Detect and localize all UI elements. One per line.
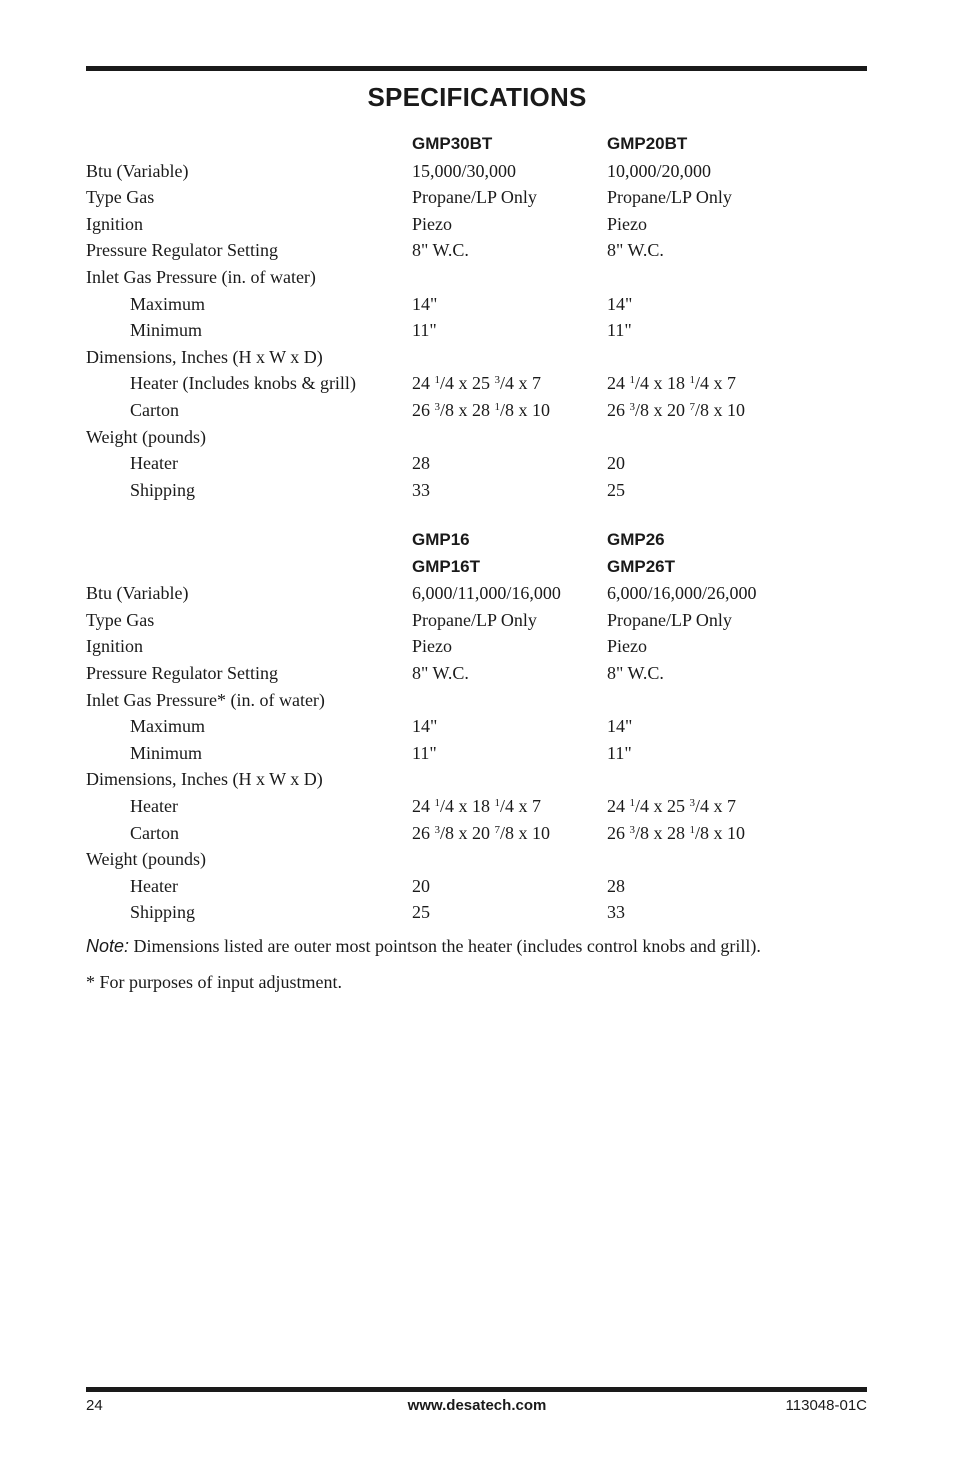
spec-value: Piezo	[412, 636, 452, 657]
spec-row	[86, 633, 867, 660]
model-header-row	[86, 554, 867, 581]
spec-row	[86, 344, 867, 371]
spec-row	[86, 820, 867, 847]
spec-row	[86, 184, 867, 211]
spec-value: 11"	[607, 742, 632, 763]
spec-row	[86, 370, 867, 397]
spec-row	[86, 766, 867, 793]
spec-value: 24 $^1$/4 x 18 $^1$/4 x 7	[607, 373, 737, 394]
model-name: GMP26	[607, 530, 665, 549]
spec-row	[86, 899, 867, 926]
spec-label: Weight (pounds)	[86, 426, 207, 447]
spec-value: 14"	[607, 716, 633, 737]
spec-label: Maximum	[130, 293, 205, 314]
spec-label: Heater	[130, 795, 178, 816]
top-rule	[86, 66, 867, 71]
spec-label: Heater	[130, 875, 178, 896]
spec-row	[86, 450, 867, 477]
spec-row	[86, 580, 867, 607]
spec-label: Pressure Regulator Setting	[86, 240, 278, 261]
spec-value: Piezo	[607, 213, 647, 234]
document-code: 113048-01C	[785, 1397, 867, 1414]
spec-label: Type Gas	[86, 187, 155, 208]
spec-value: 28	[607, 875, 625, 896]
spec-label: Minimum	[130, 742, 203, 763]
spec-value: 20	[412, 875, 430, 896]
spec-label: Shipping	[130, 902, 196, 923]
note-text: Dimensions listed are outer most pointson the heater (includes control knobs and grill).	[129, 936, 761, 956]
spec-value: 11"	[412, 742, 437, 763]
spec-label: Dimensions, Inches (H x W x D)	[86, 346, 323, 367]
spec-label: Inlet Gas Pressure (in. of water)	[86, 266, 316, 287]
model-header-row	[86, 527, 867, 554]
spec-label: Minimum	[130, 320, 203, 341]
spec-row	[86, 713, 867, 740]
spec-label: Carton	[130, 399, 179, 420]
spec-row	[86, 264, 867, 291]
model-name: GMP20BT	[607, 134, 688, 153]
page-number: 24	[86, 1397, 103, 1414]
spec-row	[86, 793, 867, 820]
spec-value: 14"	[412, 293, 438, 314]
note-label: Note:	[86, 936, 130, 956]
bottom-rule	[86, 1387, 867, 1392]
page-title: SPECIFICATIONS	[367, 82, 587, 112]
model-name: GMP16T	[412, 556, 481, 576]
spec-value: 8" W.C.	[607, 240, 664, 261]
spec-label: Dimensions, Inches (H x W x D)	[86, 769, 323, 790]
spec-row	[86, 158, 867, 185]
spec-row	[86, 477, 867, 504]
spec-label: Btu (Variable)	[86, 583, 189, 604]
spec-label: Heater (Includes knobs & grill)	[130, 373, 356, 394]
spec-table-gmp16-gmp26	[86, 527, 867, 926]
spec-value: Propane/LP Only	[607, 609, 732, 630]
spec-value: 26 $^3$/8 x 20 $^7$/8 x 10	[607, 399, 746, 420]
spec-value: 8" W.C.	[412, 240, 469, 261]
spec-value: 15,000/30,000	[412, 160, 517, 181]
spec-value: 10,000/20,000	[607, 160, 712, 181]
spec-value: Propane/LP Only	[412, 187, 537, 208]
model-header-row	[86, 131, 867, 158]
spec-value: 28	[412, 453, 430, 474]
spec-value: 24 $^1$/4 x 25 $^3$/4 x 7	[412, 373, 542, 394]
spec-value: 26 $^3$/8 x 20 $^7$/8 x 10	[412, 822, 551, 843]
spec-label: Ignition	[86, 213, 143, 234]
spec-row	[86, 873, 867, 900]
spec-label: Weight (pounds)	[86, 849, 207, 870]
spec-value: 26 $^3$/8 x 28 $^1$/8 x 10	[607, 822, 746, 843]
model-name: GMP26T	[607, 556, 676, 576]
spec-label: Maximum	[130, 716, 205, 737]
spec-row	[86, 740, 867, 767]
footnote: * For purposes of input adjustment.	[86, 972, 342, 992]
spec-value: Piezo	[607, 636, 647, 657]
spec-label: Carton	[130, 822, 179, 843]
spec-row	[86, 397, 867, 424]
spec-row	[86, 660, 867, 687]
spec-value: 8" W.C.	[412, 662, 469, 683]
spec-value: Propane/LP Only	[412, 609, 537, 630]
spec-label: Inlet Gas Pressure* (in. of water)	[86, 689, 325, 710]
spec-label: Type Gas	[86, 609, 155, 630]
spec-value: 8" W.C.	[607, 662, 664, 683]
spec-label: Ignition	[86, 636, 143, 657]
spec-value: Propane/LP Only	[607, 187, 732, 208]
website-link[interactable]: www.desatech.com	[407, 1397, 547, 1414]
spec-table-gmp30bt-gmp20bt	[86, 131, 867, 503]
spec-value: 24 $^1$/4 x 25 $^3$/4 x 7	[607, 795, 737, 816]
spec-label: Shipping	[130, 479, 196, 500]
model-name: GMP16	[412, 530, 470, 549]
spec-value: 33	[607, 902, 625, 923]
spec-row	[86, 687, 867, 714]
spec-value: 20	[607, 453, 625, 474]
spec-value: 25	[412, 902, 430, 923]
spec-value: 26 $^3$/8 x 28 $^1$/8 x 10	[412, 399, 551, 420]
spec-row	[86, 211, 867, 238]
spec-value: 33	[412, 479, 430, 500]
spec-value: 24 $^1$/4 x 18 $^1$/4 x 7	[412, 795, 542, 816]
spec-value: 14"	[412, 716, 438, 737]
spec-value: 25	[607, 479, 625, 500]
spec-value: 6,000/11,000/16,000	[412, 583, 561, 604]
spec-row	[86, 846, 867, 873]
spec-value: Piezo	[412, 213, 452, 234]
spec-row	[86, 291, 867, 318]
spec-value: 11"	[607, 320, 632, 341]
spec-row	[86, 424, 867, 451]
spec-label: Btu (Variable)	[86, 160, 189, 181]
spec-value: 14"	[607, 293, 633, 314]
dimensions-note	[86, 936, 761, 957]
spec-label: Heater	[130, 453, 178, 474]
spec-row	[86, 607, 867, 634]
spec-row	[86, 237, 867, 264]
spec-value: 11"	[412, 320, 437, 341]
model-name: GMP30BT	[412, 134, 493, 153]
spec-label: Pressure Regulator Setting	[86, 662, 278, 683]
spec-row	[86, 317, 867, 344]
spec-value: 6,000/16,000/26,000	[607, 583, 757, 604]
